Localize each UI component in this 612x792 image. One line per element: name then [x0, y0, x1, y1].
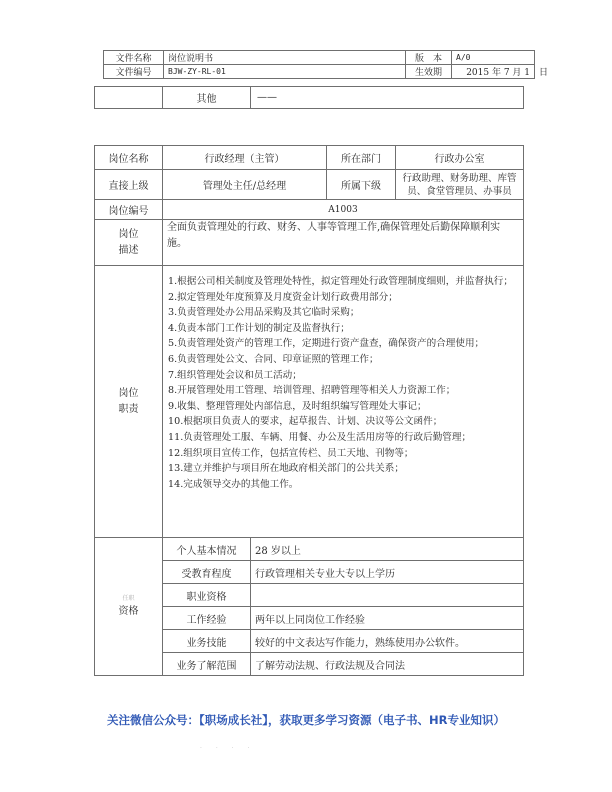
qualification-label: 受教育程度: [163, 561, 251, 584]
qualification-value: 两年以上同岗位工作经验: [251, 607, 524, 630]
effective-label: 生效期: [406, 65, 452, 79]
department-value: 行政办公室: [396, 146, 524, 170]
job-code-label: 岗位编号: [95, 200, 163, 220]
duty-item: 1.根据公司相关制度及管理处特性，拟定管理处行政管理制度细则，并监督执行；: [168, 276, 513, 287]
duty-item: 9.收集、整理管理处内部信息，及时组织编写管理处大事记；: [168, 400, 427, 412]
version-value: A/0: [452, 51, 535, 65]
qualification-label: 业务技能: [163, 630, 251, 653]
qualification-value: 较好的中文表达写作能力，熟练使用办公软件。: [251, 630, 524, 653]
job-description-value: 全面负责管理处的行政、财务、人事等管理工作,确保管理处后勤保障顺利实施。: [163, 220, 524, 266]
superior-label: 直接上级: [95, 170, 163, 200]
job-description-label: 岗位 描述: [95, 220, 163, 266]
file-no-value: BJW-ZY-RL-01: [164, 65, 406, 79]
duty-item: 11.负责管理处工服、车辆、用餐、办公及生活用房等的行政后勤管理；: [168, 431, 472, 443]
job-code-value: A1003: [163, 200, 524, 220]
duty-item: 5.负责管理处资产的管理工作，定期进行资产盘查，确保资产的合理使用；: [168, 338, 485, 350]
file-no-label: 文件编号: [104, 65, 164, 79]
job-title-label: 岗位名称: [95, 146, 163, 170]
qualification-label: 业务了解范围: [163, 653, 251, 676]
duty-item: 8.开展管理处用工管理、培训管理、招聘管理等相关人力资源工作；: [168, 385, 456, 397]
other-table: [94, 86, 524, 109]
department-label: 所在部门: [327, 146, 396, 170]
duty-item: 2.拟定管理处年度预算及月度资金计划行政费用部分；: [168, 291, 398, 303]
other-value: ——: [251, 87, 524, 109]
duty-item: 12.组织项目宣传工作，包括宣传栏、员工天地、刊物等；: [168, 447, 414, 459]
footer-promo-text: 关注微信公众号：【职场成长社】，获取更多学习资源（电子书、HR专业知识）: [107, 713, 505, 727]
subordinate-value: 行政助理、财务助理、库管员、食堂管理员、办事员: [396, 170, 524, 200]
effective-value: 2015 年 7 月 1: [452, 65, 535, 79]
subordinate-label: 所属下级: [327, 170, 396, 200]
qualification-label: 职业资格: [163, 584, 251, 607]
file-name-label: 文件名称: [104, 51, 164, 65]
duty-item: 6.负责管理处公文、合同、印章证照的管理工作；: [168, 353, 379, 365]
duty-item: 4.负责本部门工作计划的制定及监督执行；: [168, 322, 350, 334]
job-description-table: [94, 145, 524, 676]
qualification-value: 28 岁以上: [251, 538, 524, 561]
duty-item: 10.根据项目负责人的要求，起草报告、计划、决议等公文函件；: [168, 416, 443, 428]
job-title-value: 行政经理（主管）: [163, 146, 327, 170]
qualification-value: 了解劳动法规、行政法规及合同法: [251, 653, 524, 676]
duty-item: 7.组织管理处会议和员工活动；: [168, 369, 302, 381]
qualification-label: 工作经验: [163, 607, 251, 630]
duty-item: 13.建立并维护与项目所在地政府相关部门的公共关系；: [168, 463, 404, 475]
qualification-label: 个人基本情况: [163, 538, 251, 561]
other-label: 其他: [163, 87, 251, 109]
faint-page-marks: · · · ·: [200, 745, 256, 752]
version-label: 版 本: [406, 51, 452, 65]
duty-item: 14.完成领导交办的其他工作。: [168, 478, 299, 490]
superior-value: 管理处主任/总经理: [163, 170, 327, 200]
effective-day-suffix: 日: [539, 68, 549, 78]
qualification-value: [251, 584, 524, 607]
qualifications-label: 任职 资格: [95, 538, 163, 676]
document-header-table: [103, 50, 535, 79]
file-name-value: 岗位说明书: [164, 51, 406, 65]
duties-label: 岗位 职责: [95, 266, 163, 538]
duties-list: [163, 266, 524, 538]
qualification-value: 行政管理相关专业大专以上学历: [251, 561, 524, 584]
duty-item: 3.负责管理处办公用品采购及其它临时采购；: [168, 307, 360, 319]
